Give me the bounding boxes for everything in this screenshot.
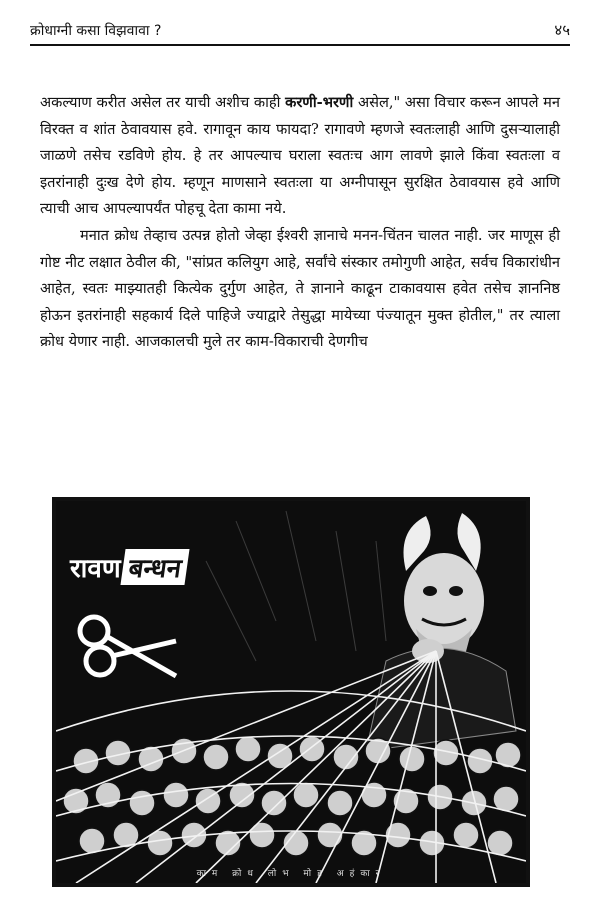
paragraph-1-start: अकल्याण करीत असेल तर याची अशीच काही: [40, 94, 286, 111]
bold-phrase: करणी-भरणी: [285, 94, 354, 111]
paragraph-1-rest: असेल," असा विचार करून आपले मन विरक्त व शांत ठेवावयास हवे. रागावून काय फायदा? रागावणे म्हणजे स्वतःलाही आणि दुसऱ्यालाही जाळणे तसेच रडविणे होय. हे तर आपल्याच घराला स्वतःच आग लावणे झाले किंवा स्वतःला व इतरांनाही दुःख देणे होय. म्हणून माणसाने स्वतःला या अग्नीपासून सुरक्षित ठेवावयास हवे आणि त्याची आच आपल्यापर्यंत पोहचू देता कामा नये.: [40, 94, 560, 218]
body-text: [40, 90, 560, 356]
page-header: [30, 16, 570, 46]
paragraph-2: मनात क्रोध तेव्हाच उत्पन्न होतो जेव्हा ईश्वरी ज्ञानाचे मनन-चिंतन चालत नाही. जर माणूस ही गोष्ट नीट लक्षात ठेवील की, "सांप्रत कलियुग आहे, सर्वांचे संस्कार तमोगुणी आहेत, सर्वच विकारांधीन आहेत, स्वतः माझ्यातही कित्येक दुर्गुण आहेत, ते ज्ञानाने काढून टाकावयास हवेत तसेच ज्ञाननिष्ठ होऊन इतरांनाही सहकार्य दिले पाहिजे ज्याद्वारे तेसुद्धा मायेच्या पंज्यातून मुक्त होतील," तर त्याला क्रोध येणार नाही. आजकालची मुले तर काम-विकाराची देणगीच: [40, 226, 560, 351]
banner-word-1: रावण: [70, 554, 121, 584]
illustration-ravan-bandhan: [52, 497, 530, 887]
illustration-banner: [70, 549, 187, 585]
banner-word-2: बन्धन: [120, 549, 190, 585]
paragraph-1: [40, 90, 560, 223]
page-number: ४५: [554, 21, 570, 39]
chapter-title: क्रोधाग्नी कसा विझवावा ?: [30, 23, 162, 39]
net-caption: काम क्रोध लोभ मोह अहंकार: [196, 869, 386, 879]
